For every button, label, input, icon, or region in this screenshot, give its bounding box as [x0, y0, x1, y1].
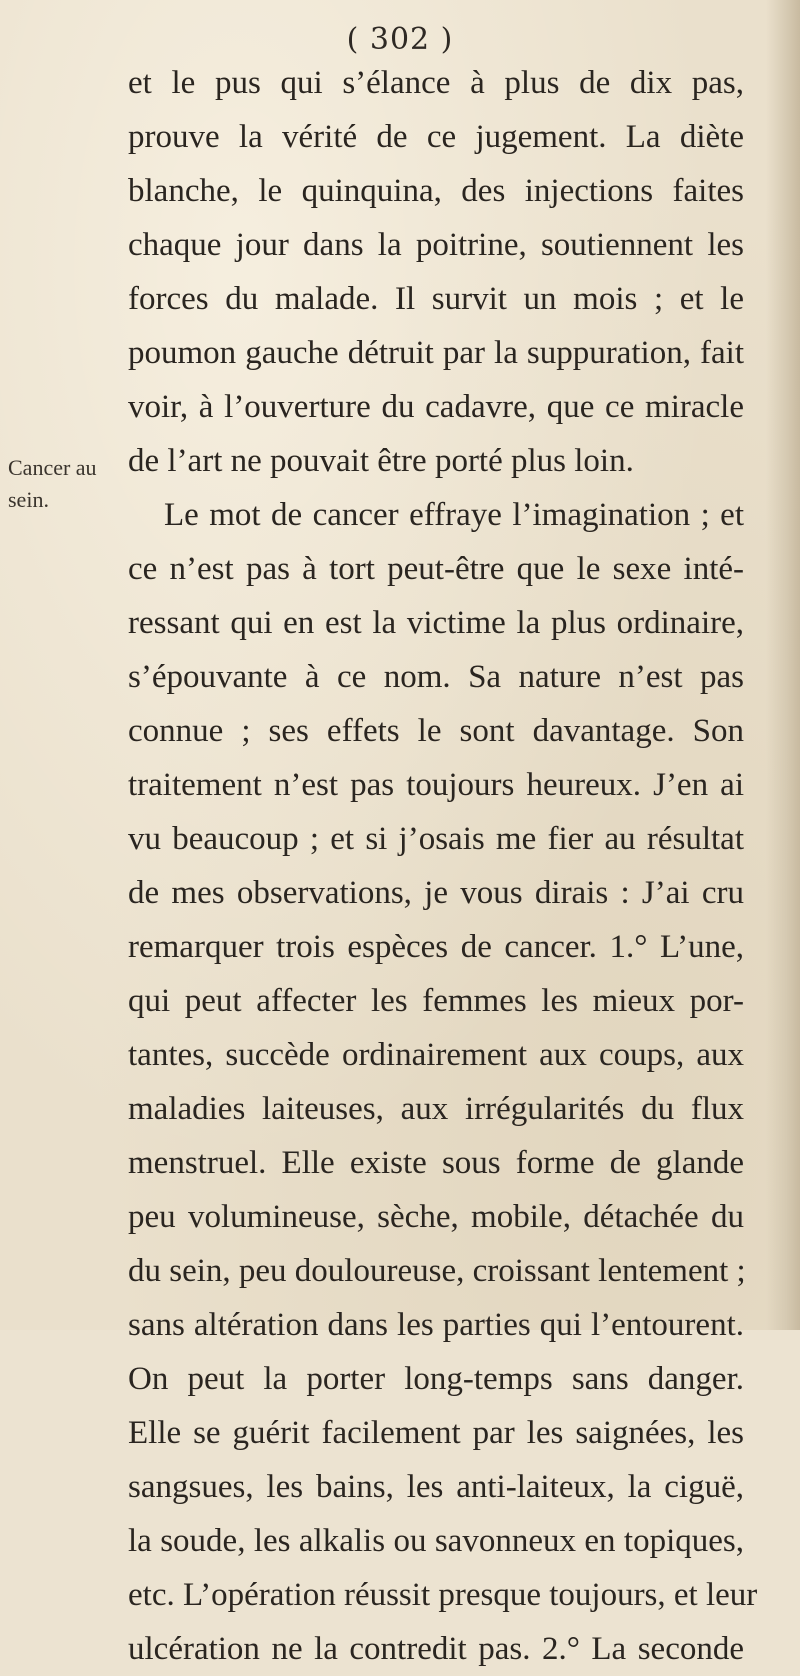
text-line: etc. L’opération réussit presque toujours, et leur [128, 1577, 758, 1613]
margin-note [8, 452, 97, 516]
page-number: ( 302 ) [346, 22, 454, 57]
text-line: prouve la vérité de ce jugement. La diète [128, 119, 744, 155]
text-line: Elle se guérit facilement par les saignées, les [128, 1415, 744, 1451]
margin-note-line-2: sein. [8, 487, 49, 512]
text-line: maladies laiteuses, aux irrégularités du flux [128, 1091, 744, 1127]
text-line: connue ; ses effets le sont davantage. Son [128, 713, 744, 749]
text-line: remarquer trois espèces de cancer. 1.° L’une, [128, 929, 744, 965]
text-line: traitement n’est pas toujours heureux. J’en ai [128, 767, 744, 803]
text-line: du sein, peu douloureuse, croissant lentement ; [128, 1253, 746, 1289]
text-line: blanche, le quinquina, des injections faites [128, 173, 744, 209]
text-line: ulcération ne la contredit pas. 2.° La seconde [128, 1631, 744, 1667]
text-line: On peut la porter long-temps sans danger. [128, 1361, 744, 1397]
text-line: ce n’est pas à tort peut-être que le sexe inté- [128, 551, 744, 587]
text-line: tantes, succède ordinairement aux coups, aux [128, 1037, 744, 1073]
text-line: ressant qui en est la victime la plus ordinaire, [128, 605, 744, 641]
text-line: voir, à l’ouverture du cadavre, que ce miracle [128, 389, 744, 425]
text-line: forces du malade. Il survit un mois ; et le [128, 281, 744, 317]
text-line: poumon gauche détruit par la suppuration, fait [128, 335, 744, 371]
text-line: chaque jour dans la poitrine, soutiennent les [128, 227, 744, 263]
page-edge-shadow [766, 0, 800, 1330]
text-line: sangsues, les bains, les anti-laiteux, la ciguë, [128, 1469, 744, 1505]
text-line: Le mot de cancer effraye l’imagination ; et [164, 497, 744, 533]
text-line: peu volumineuse, sèche, mobile, détachée du [128, 1199, 744, 1235]
text-line: menstruel. Elle existe sous forme de glande [128, 1145, 744, 1181]
text-line: s’épouvante à ce nom. Sa nature n’est pas [128, 659, 744, 695]
text-line: la soude, les alkalis ou savonneux en topiques, [128, 1523, 744, 1559]
text-line: sans altération dans les parties qui l’entourent. [128, 1307, 744, 1343]
body-text [128, 56, 758, 1676]
text-line: de mes observations, je vous dirais : J’ai cru [128, 875, 744, 911]
text-line: vu beaucoup ; et si j’osais me fier au résultat [128, 821, 744, 857]
text-line: et le pus qui s’élance à plus de dix pas, [128, 65, 744, 101]
text-line: qui peut affecter les femmes les mieux por- [128, 983, 744, 1019]
margin-note-line-1: Cancer au [8, 455, 97, 480]
text-line: de l’art ne pouvait être porté plus loin. [128, 443, 634, 479]
